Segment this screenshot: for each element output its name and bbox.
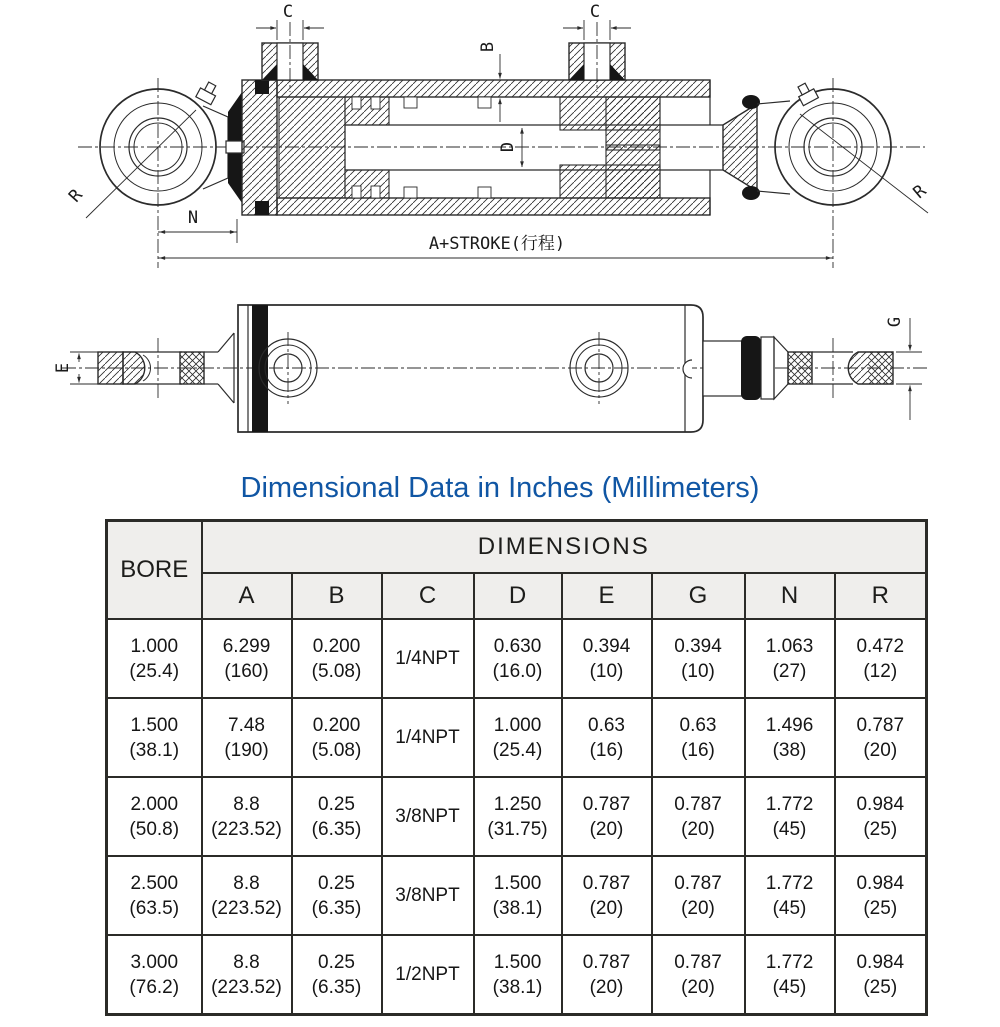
dim-label-d: D [498,141,518,153]
dimension-cell-e [562,619,652,698]
cell-line: 1/4NPT [395,648,460,669]
column-header-r: R [835,573,927,619]
cell-line: 1/4NPT [395,727,460,748]
tube-spacer-tabs [404,97,491,198]
dimension-cell-d [474,856,562,935]
grease-fitting-icon [196,80,220,105]
cell-line: 1.496 [765,714,814,736]
dimension-cell-g [652,619,745,698]
column-header-b: B [292,573,382,619]
cell-line: (25.4) [492,739,543,761]
cell-line: 1.000 [130,635,179,657]
left-rod-eye [100,78,228,268]
cell-line: (63.5) [129,897,180,919]
cell-line: 0.25 [318,872,355,894]
cell-line: (160) [224,660,269,682]
dimensions-table [105,519,928,1016]
cell-line: 8.8 [233,793,260,815]
dimension-n [158,208,237,243]
cell-line: (20) [681,897,715,919]
piston-rod [345,125,723,170]
cell-line: 0.25 [318,951,355,973]
table-body [107,619,927,1015]
dimension-r-right [800,114,931,213]
cell-line: (25.4) [129,660,180,682]
dimension-cell-r [835,935,927,1015]
cell-line: 3.000 [130,951,179,973]
dimension-cell-r [835,698,927,777]
rod-gland [560,97,660,198]
dim-label-a-stroke: A+STROKE(行程) [428,234,566,254]
cell-line: 7.48 [228,714,265,736]
cell-line: (20) [681,818,715,840]
cell-line: (16) [681,739,715,761]
dim-label-r-right: R [909,181,931,203]
dimension-cell-b [292,777,382,856]
cell-line: 1.063 [765,635,814,657]
dimension-cell-g [652,698,745,777]
dimension-cell-d [474,777,562,856]
cell-line: 0.984 [856,872,905,894]
grease-fitting-icon [794,81,818,106]
bore-cell [107,619,202,698]
table-head [107,521,927,620]
dimension-cell-n [745,935,835,1015]
cell-line: (20) [681,976,715,998]
cell-line: 0.787 [856,714,905,736]
table-row [107,619,927,698]
cell-line: 0.394 [582,635,631,657]
cylinder-side-view [53,305,928,432]
dimension-cell-c [382,935,474,1015]
cell-line: (10) [681,660,715,682]
cell-line: 0.787 [582,793,631,815]
dimension-cell-b [292,935,382,1015]
dimension-cell-e [562,777,652,856]
dimension-cell-r [835,619,927,698]
page-title: Dimensional Data in Inches (Millimeters) [240,472,760,504]
column-header-d: D [474,573,562,619]
dimension-cell-b [292,698,382,777]
dimension-cell-n [745,619,835,698]
dimension-cell-r [835,777,927,856]
cap-seal-top [255,80,269,94]
dimension-cell-a [202,935,292,1015]
column-header-e: E [562,573,652,619]
cell-line: 0.787 [674,872,722,894]
dimension-d [498,128,522,167]
cell-line: (50.8) [129,818,180,840]
column-header-n: N [745,573,835,619]
cell-line: 0.200 [312,635,361,657]
cell-line: (27) [772,660,807,682]
cell-line: 1.772 [765,951,814,973]
bore-column-header: BORE [107,521,202,620]
dimension-cell-e [562,856,652,935]
cell-line: 1.000 [493,714,542,736]
cell-line: (76.2) [129,976,180,998]
cap-seal-bottom [255,201,269,215]
hydraulic-cylinder-drawing [0,0,1000,468]
dimension-cell-b [292,856,382,935]
dimension-cell-a [202,619,292,698]
dimension-cell-n [745,777,835,856]
cell-line: 1.500 [130,714,179,736]
plug-tab [683,360,692,378]
dimension-cell-g [652,856,745,935]
dimension-cell-c [382,619,474,698]
table-row [107,856,927,935]
right-rod-eye [775,78,891,268]
cell-line: 1.772 [765,793,814,815]
dimension-cell-d [474,935,562,1015]
cell-line: 8.8 [233,872,260,894]
cell-line: (5.08) [311,660,362,682]
cell-line: 0.787 [582,872,631,894]
right-rod-end [703,336,893,400]
cell-line: (38.1) [492,976,543,998]
cylinder-cross-section-view [65,2,931,268]
dimension-cell-g [652,777,745,856]
cell-line: (12) [863,660,898,682]
cell-line: (45) [772,818,807,840]
dimension-cell-n [745,698,835,777]
dim-label-b: B [478,41,498,53]
dimension-cell-e [562,935,652,1015]
table-row [107,935,927,1015]
cell-line: (6.35) [311,818,362,840]
cell-line: (16.0) [492,660,543,682]
cell-line: 2.500 [130,872,179,894]
column-header-a: A [202,573,292,619]
cell-line: (5.08) [311,739,362,761]
cell-line: (38.1) [492,897,543,919]
dimension-cell-b [292,619,382,698]
table-row [107,698,927,777]
dimension-cell-a [202,856,292,935]
dimension-cell-r [835,856,927,935]
dimension-cell-a [202,777,292,856]
rod-eye-seal-top [742,95,760,109]
cell-line: (223.52) [211,818,282,840]
cell-line: 2.000 [130,793,179,815]
dimension-cell-c [382,856,474,935]
cell-line: 0.787 [674,793,722,815]
piston [279,97,389,198]
cell-line: (25) [863,818,898,840]
cell-line: (25) [863,976,898,998]
cell-line: 0.63 [588,714,625,736]
dimension-cell-a [202,698,292,777]
cell-line: 0.787 [674,951,722,973]
bore-cell [107,856,202,935]
dimension-cell-n [745,856,835,935]
dimension-a-stroke [158,234,833,258]
cell-line: (38) [772,739,807,761]
tube-wall-top [277,80,710,97]
cell-line: 1.500 [493,872,542,894]
dimensions-group-header: DIMENSIONS [202,521,927,574]
cell-line: 0.394 [674,635,722,657]
rod-end-flare [723,104,757,191]
bore-cell [107,698,202,777]
tube-seal-band [252,305,268,432]
cell-line: (45) [772,897,807,919]
cell-line: 3/8NPT [395,885,460,906]
cell-line: 0.200 [312,714,361,736]
cell-line: (223.52) [211,976,282,998]
cell-line: 6.299 [222,635,271,657]
cell-line: 0.984 [856,951,905,973]
dim-label-n: N [187,208,199,228]
cell-line: (10) [589,660,624,682]
cell-line: (20) [589,818,624,840]
bore-cell [107,935,202,1015]
dim-label-c-left: C [282,2,294,22]
cell-line: (45) [772,976,807,998]
tube-wall-bottom [277,198,710,215]
cell-line: 0.630 [493,635,542,657]
end-cap [242,80,277,215]
dimension-cell-c [382,698,474,777]
cell-line: (223.52) [211,897,282,919]
dim-label-e: E [53,362,73,374]
cylinder-tube [238,305,703,432]
cell-line: 0.984 [856,793,905,815]
cell-line: (20) [589,897,624,919]
dim-label-g: G [885,316,905,328]
rod-eye-seal-bottom [742,186,760,200]
table-row [107,777,927,856]
cell-line: (20) [863,739,898,761]
dim-label-c-right: C [589,2,601,22]
cell-line: 0.472 [856,635,905,657]
cell-line: (20) [589,976,624,998]
cell-line: 0.25 [318,793,355,815]
cell-line: 1.772 [765,872,814,894]
cell-line: (31.75) [487,818,548,840]
cell-line: 8.8 [233,951,260,973]
cell-line: (6.35) [311,976,362,998]
cell-line: 1/2NPT [395,964,460,985]
cell-line: (16) [589,739,624,761]
cell-line: 1.250 [493,793,542,815]
cell-line: (190) [224,739,269,761]
dimension-cell-d [474,619,562,698]
dimension-cell-c [382,777,474,856]
cell-line: 3/8NPT [395,806,460,827]
dimension-cell-e [562,698,652,777]
dim-label-r-left: R [65,185,87,207]
dimension-cell-d [474,698,562,777]
bore-cell [107,777,202,856]
cell-line: (38.1) [129,739,180,761]
cell-line: 0.787 [582,951,631,973]
cell-line: 1.500 [493,951,542,973]
dimension-cell-g [652,935,745,1015]
column-header-g: G [652,573,745,619]
cell-line: 0.63 [679,714,717,736]
cell-line: (6.35) [311,897,362,919]
cell-line: (25) [863,897,898,919]
column-header-c: C [382,573,474,619]
